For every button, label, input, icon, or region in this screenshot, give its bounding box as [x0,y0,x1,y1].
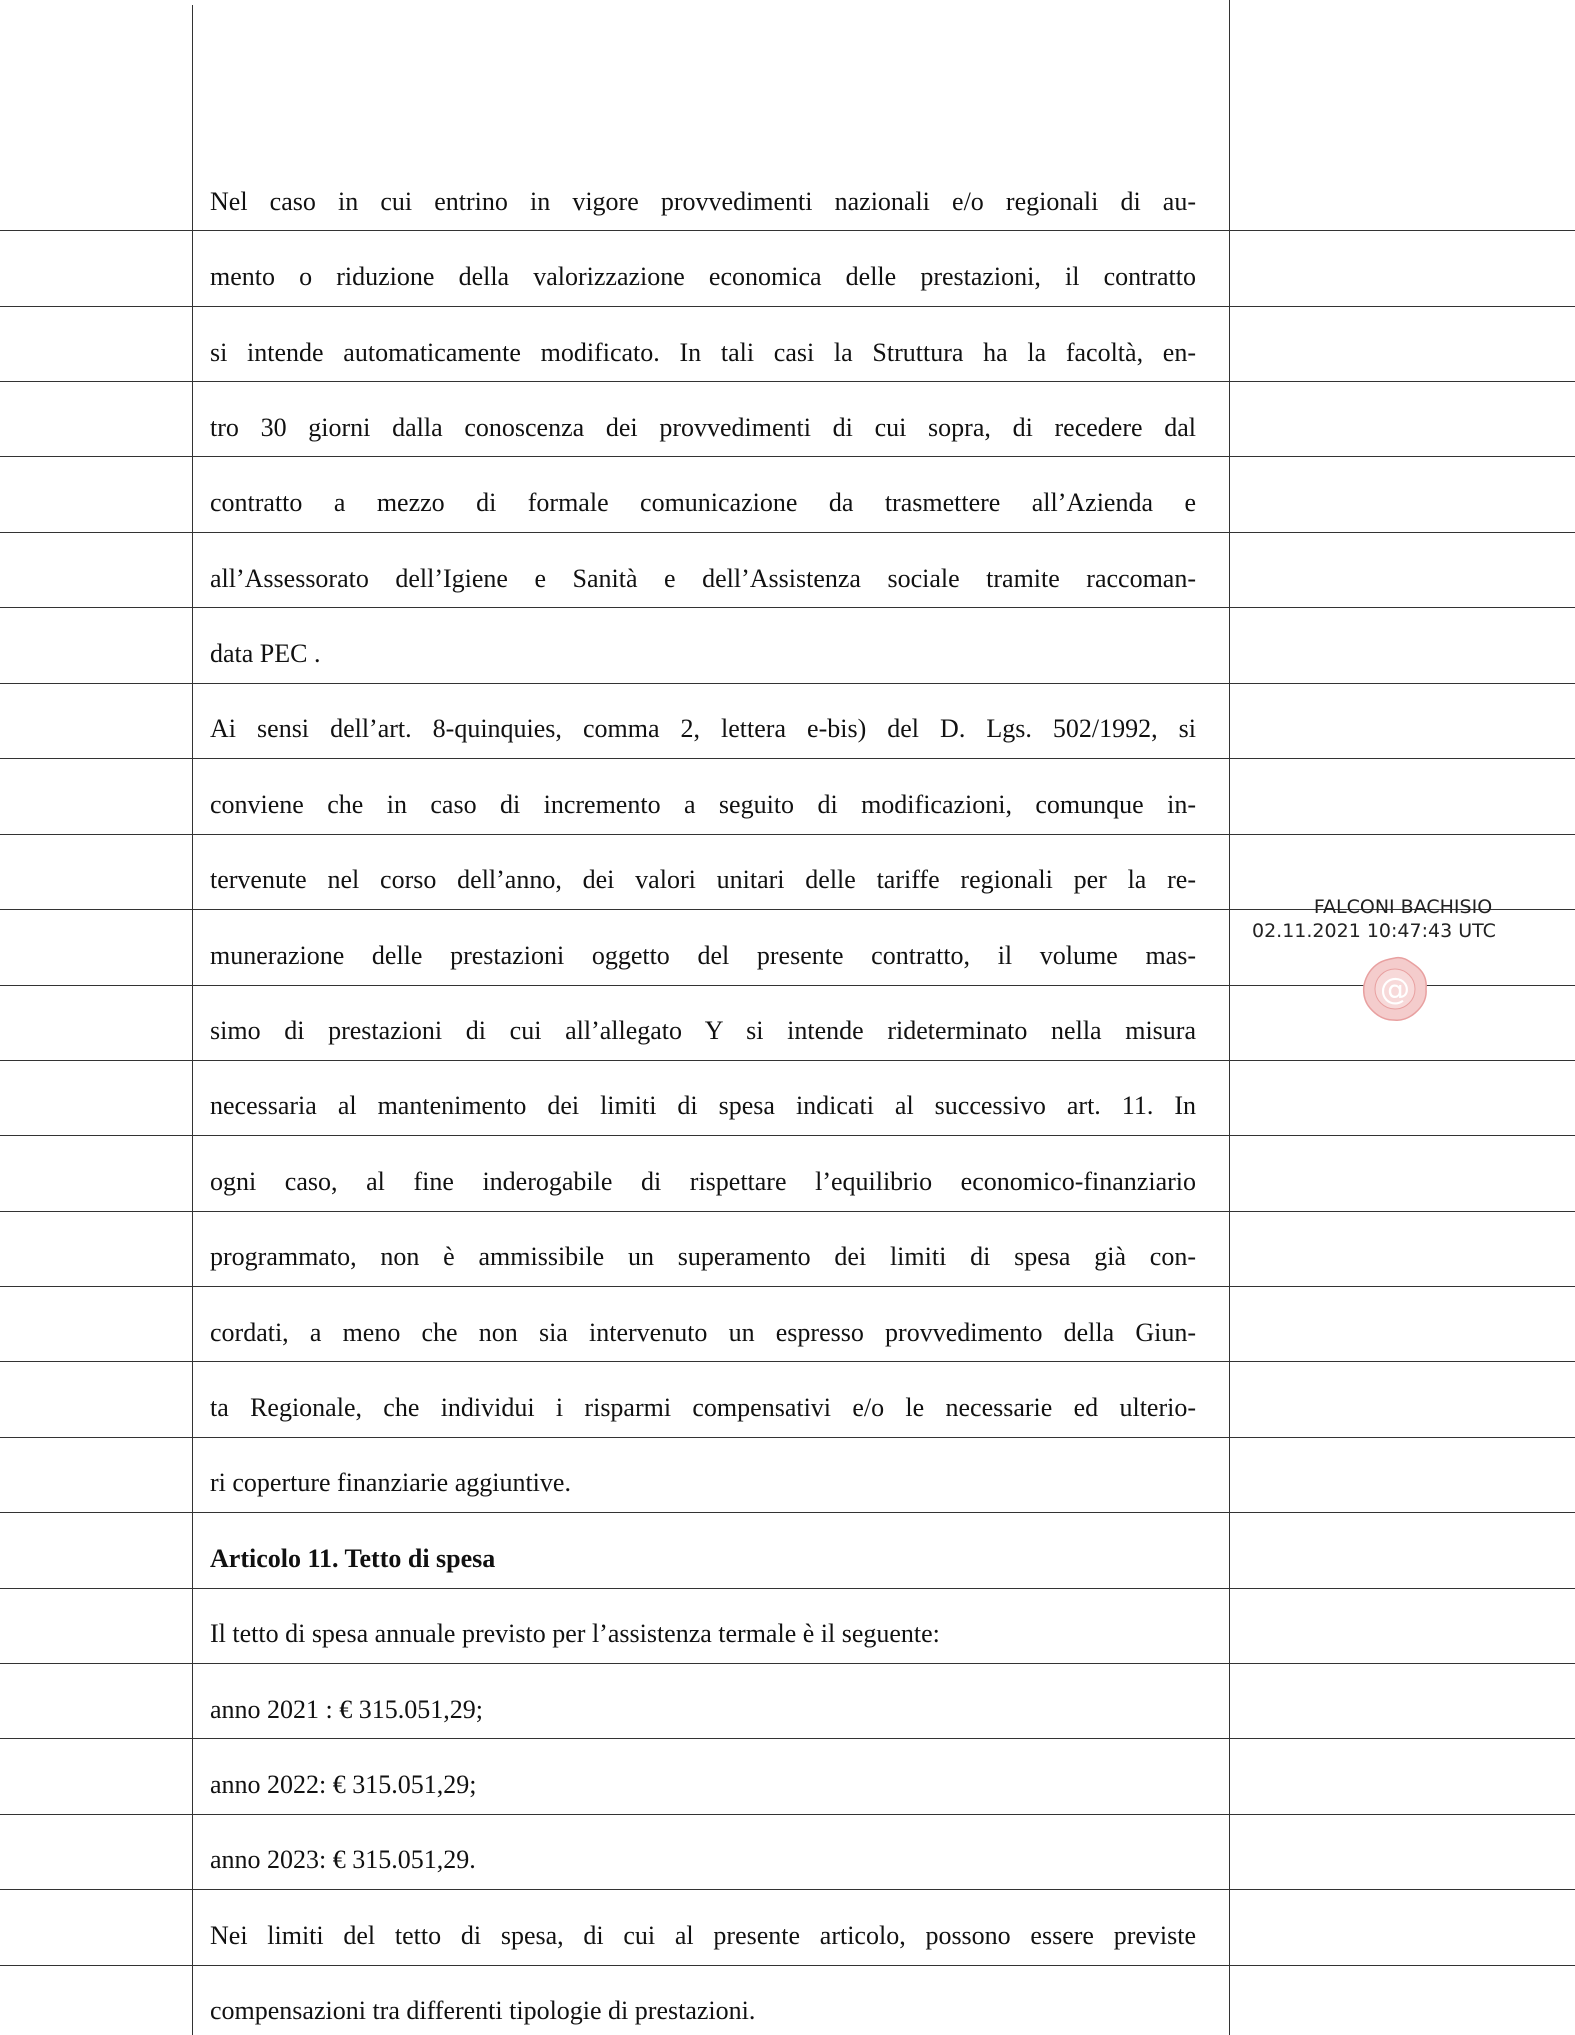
ruled-line [0,683,1575,684]
left-margin-line [192,5,193,2035]
ruled-line [0,1814,1575,1815]
signature-name: FALCONI BACHISIO [1313,896,1493,918]
ruled-line [0,456,1575,457]
digital-signature [1238,896,1575,1026]
article-heading: Articolo 11. Tetto di spesa [210,1544,496,1573]
ruled-line [0,1588,1575,1589]
ruled-line [0,532,1575,533]
svg-text:@: @ [1380,972,1410,1007]
paragraph-line: anno 2021 : € 315.051,29; [210,1695,483,1724]
paragraph-line: conviene che in caso di incremento a seguito di modificazioni, comunque in- [210,790,1196,819]
paragraph-line: ta Regionale, che individui i risparmi compensativi e/o le necessarie ed ulterio- [210,1393,1196,1422]
paragraph-line: anno 2022: € 315.051,29; [210,1770,477,1799]
ruled-line [0,1738,1575,1739]
ruled-line [0,607,1575,608]
ruled-line [0,306,1575,307]
paragraph-line: cordati, a meno che non sia intervenuto un espresso provvedimento della Giun- [210,1318,1196,1347]
paragraph-line: data PEC . [210,639,321,668]
paragraph-line: Nei limiti del tetto di spesa, di cui al presente articolo, possono essere previste [210,1921,1196,1950]
ruled-line [0,1437,1575,1438]
paragraph-line: all’Assessorato dell’Igiene e Sanità e dell’Assistenza sociale tramite raccoman- [210,564,1196,593]
ruled-line [0,1965,1575,1966]
ruled-line [0,1889,1575,1890]
paragraph-line: ri coperture finanziarie aggiuntive. [210,1468,571,1497]
paragraph-line: tervenute nel corso dell’anno, dei valori unitari delle tariffe regionali per la re- [210,865,1196,894]
paragraph-line: mento o riduzione della valorizzazione economica delle prestazioni, il contratto [210,262,1196,291]
ruled-line [0,1211,1575,1212]
paragraph-line: Il tetto di spesa annuale previsto per l’assistenza termale è il seguente: [210,1619,940,1648]
ruled-line [0,1135,1575,1136]
ruled-line [0,1361,1575,1362]
paragraph-line: ogni caso, al fine inderogabile di rispettare l’equilibrio economico-finanziario [210,1167,1196,1196]
ruled-line [0,230,1575,231]
paragraph-line: compensazioni tra differenti tipologie di prestazioni. [210,1996,756,2025]
paragraph-line: necessaria al mantenimento dei limiti di spesa indicati al successivo art. 11. In [210,1091,1196,1120]
ruled-line [0,1663,1575,1664]
paragraph-line: simo di prestazioni di cui all’allegato Y si intende rideterminato nella misura [210,1016,1196,1045]
paragraph-line: anno 2023: € 315.051,29. [210,1845,476,1874]
paragraph-line: programmato, non è ammissibile un superamento dei limiti di spesa già con- [210,1242,1196,1271]
paragraph-line: si intende automaticamente modificato. In tali casi la Struttura ha la facoltà, en- [210,338,1196,367]
ruled-line [0,758,1575,759]
ruled-line [0,1060,1575,1061]
paragraph-line: contratto a mezzo di formale comunicazione da trasmettere all’Azienda e [210,488,1196,517]
at-sign-seal-icon [1360,954,1430,1024]
ruled-line [0,1286,1575,1287]
paragraph-line: Nel caso in cui entrino in vigore provvedimenti nazionali e/o regionali di au- [210,187,1196,216]
paragraph-line: Ai sensi dell’art. 8-quinquies, comma 2, lettera e-bis) del D. Lgs. 502/1992, si [210,714,1196,743]
ruled-line [0,381,1575,382]
ruled-line [0,1512,1575,1513]
signature-datetime: 02.11.2021 10:47:43 UTC [1252,920,1496,942]
ruled-line [0,834,1575,835]
paragraph-line: tro 30 giorni dalla conoscenza dei provvedimenti di cui sopra, di recedere dal [210,413,1196,442]
paragraph-line: munerazione delle prestazioni oggetto del presente contratto, il volume mas- [210,941,1196,970]
